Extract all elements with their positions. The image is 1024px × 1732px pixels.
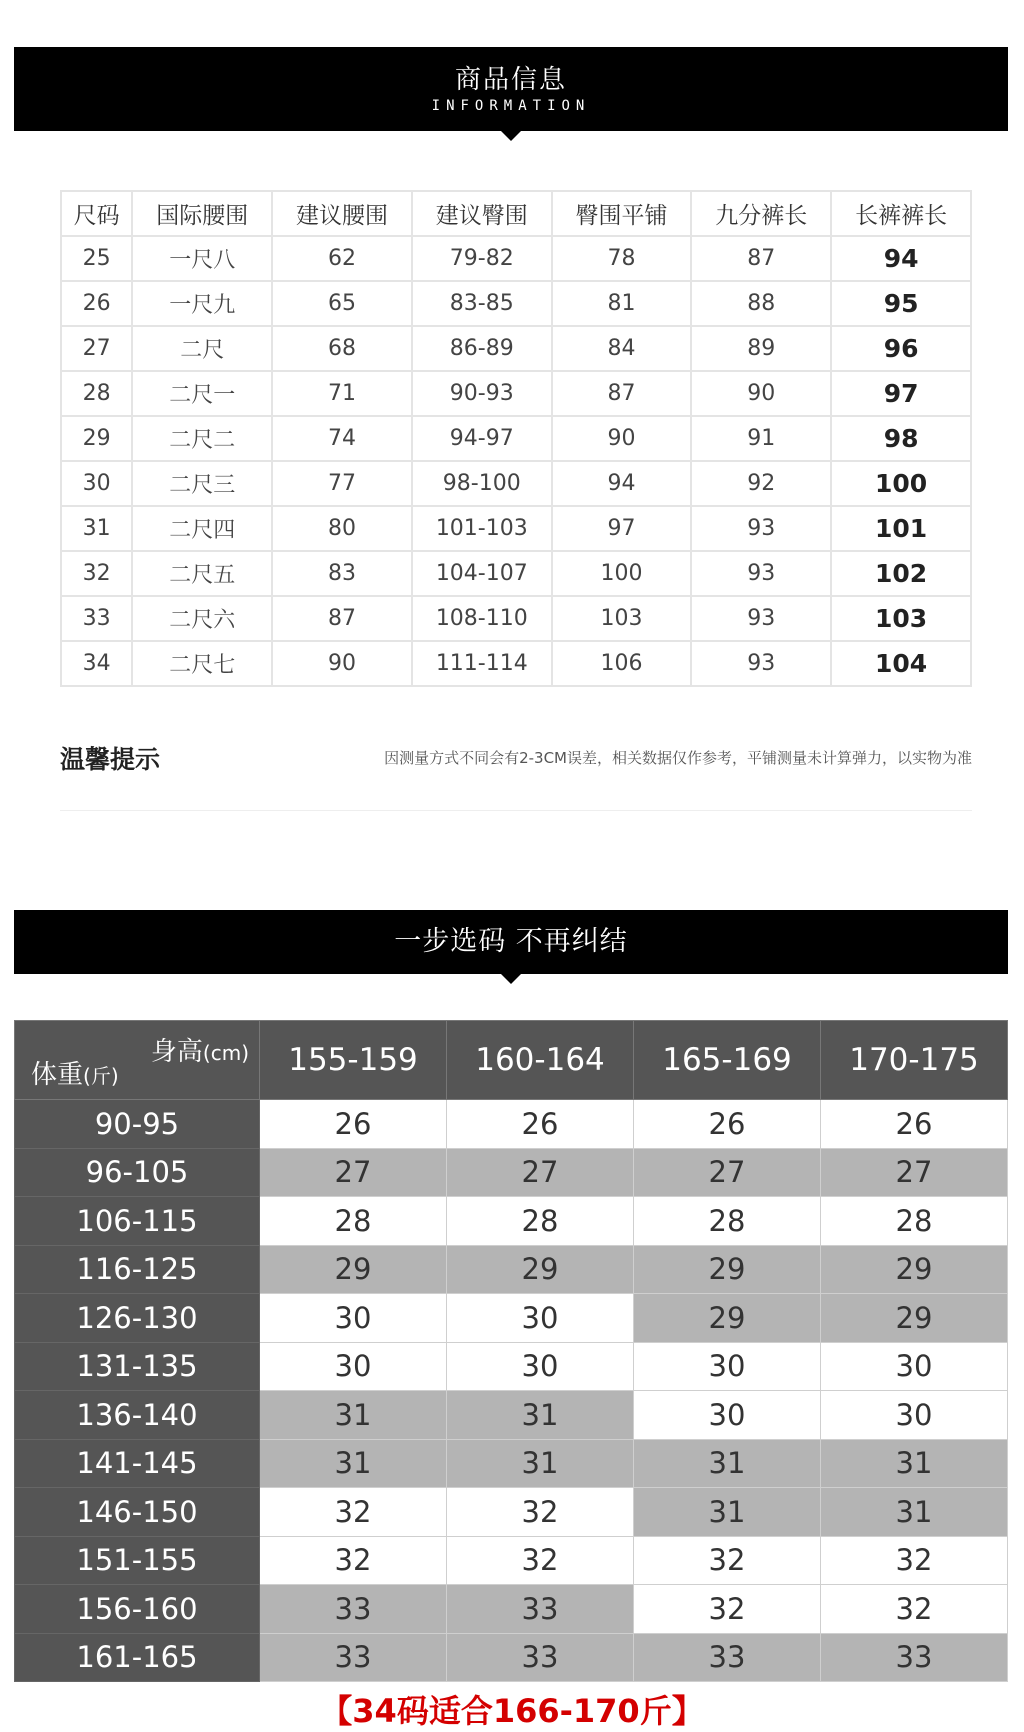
recommended-size-cell: 32 bbox=[447, 1488, 634, 1537]
size-cell: 93 bbox=[691, 506, 831, 551]
recommended-size-cell: 28 bbox=[447, 1197, 634, 1246]
size-cell: 34 bbox=[61, 641, 132, 686]
recommended-size-cell: 29 bbox=[260, 1245, 447, 1294]
size-cell: 83-85 bbox=[412, 281, 552, 326]
size-cell: 87 bbox=[552, 371, 692, 416]
recommended-size-cell: 32 bbox=[447, 1536, 634, 1585]
weight-range-label: 126-130 bbox=[15, 1294, 260, 1343]
recommended-size-cell: 31 bbox=[821, 1439, 1008, 1488]
size-col-header: 国际腰围 bbox=[132, 191, 272, 236]
table-row bbox=[15, 1245, 1008, 1294]
size-cell: 二尺四 bbox=[132, 506, 272, 551]
size-cell: 93 bbox=[691, 551, 831, 596]
table-row bbox=[61, 641, 971, 686]
footer-note: 【34码适合166-170斤】 bbox=[320, 1692, 704, 1730]
recommended-size-cell: 31 bbox=[447, 1439, 634, 1488]
size-cell: 二尺六 bbox=[132, 596, 272, 641]
size-cell: 二尺一 bbox=[132, 371, 272, 416]
weight-range-label: 156-160 bbox=[15, 1585, 260, 1634]
recommended-size-cell: 26 bbox=[821, 1100, 1008, 1149]
recommended-size-cell: 30 bbox=[447, 1294, 634, 1343]
size-cell: 二尺七 bbox=[132, 641, 272, 686]
size-cell: 25 bbox=[61, 236, 132, 281]
size-cell: 102 bbox=[831, 551, 971, 596]
size-cell: 108-110 bbox=[412, 596, 552, 641]
size-cell: 92 bbox=[691, 461, 831, 506]
size-cell: 101 bbox=[831, 506, 971, 551]
tip-label: 温馨提示 bbox=[60, 745, 161, 774]
weight-axis-label: 体重(斤) bbox=[31, 1060, 119, 1090]
table-row bbox=[15, 1633, 1008, 1682]
recommended-size-cell: 31 bbox=[260, 1439, 447, 1488]
size-cell: 93 bbox=[691, 596, 831, 641]
recommended-size-cell: 29 bbox=[447, 1245, 634, 1294]
table-row bbox=[15, 1100, 1008, 1149]
height-range-header: 155-159 bbox=[260, 1021, 447, 1100]
size-cell: 一尺八 bbox=[132, 236, 272, 281]
size-cell: 29 bbox=[61, 416, 132, 461]
recommended-size-cell: 27 bbox=[447, 1148, 634, 1197]
recommended-size-cell: 26 bbox=[634, 1100, 821, 1149]
recommended-size-cell: 31 bbox=[634, 1488, 821, 1537]
recommended-size-cell: 32 bbox=[821, 1585, 1008, 1634]
height-range-header: 170-175 bbox=[821, 1021, 1008, 1100]
size-cell: 62 bbox=[272, 236, 412, 281]
recommended-size-cell: 28 bbox=[821, 1197, 1008, 1246]
recommended-size-cell: 32 bbox=[634, 1536, 821, 1585]
recommended-size-cell: 28 bbox=[260, 1197, 447, 1246]
size-table bbox=[60, 190, 972, 687]
size-cell: 104-107 bbox=[412, 551, 552, 596]
size-cell: 101-103 bbox=[412, 506, 552, 551]
size-cell: 77 bbox=[272, 461, 412, 506]
recommended-size-cell: 30 bbox=[821, 1391, 1008, 1440]
info-banner-subtitle: INFORMATION bbox=[431, 98, 591, 114]
size-cell: 94 bbox=[552, 461, 692, 506]
recommended-size-cell: 33 bbox=[821, 1633, 1008, 1682]
recommended-size-cell: 32 bbox=[260, 1488, 447, 1537]
size-cell: 90 bbox=[272, 641, 412, 686]
table-row bbox=[15, 1439, 1008, 1488]
recommended-size-cell: 29 bbox=[821, 1294, 1008, 1343]
size-cell: 94 bbox=[831, 236, 971, 281]
table-row bbox=[61, 236, 971, 281]
size-cell: 84 bbox=[552, 326, 692, 371]
recommended-size-cell: 33 bbox=[447, 1633, 634, 1682]
size-col-header: 建议腰围 bbox=[272, 191, 412, 236]
recommended-size-cell: 29 bbox=[821, 1245, 1008, 1294]
size-cell: 90 bbox=[691, 371, 831, 416]
info-banner-title: 商品信息 bbox=[454, 65, 567, 95]
recommended-size-cell: 33 bbox=[260, 1633, 447, 1682]
table-row bbox=[15, 1294, 1008, 1343]
size-cell: 80 bbox=[272, 506, 412, 551]
size-cell: 27 bbox=[61, 326, 132, 371]
table-row bbox=[15, 1536, 1008, 1585]
table-row bbox=[61, 551, 971, 596]
table-row bbox=[15, 1342, 1008, 1391]
size-cell: 111-114 bbox=[412, 641, 552, 686]
table-row bbox=[15, 1148, 1008, 1197]
size-cell: 103 bbox=[831, 596, 971, 641]
recommended-size-cell: 32 bbox=[634, 1585, 821, 1634]
fit-table-header-row bbox=[15, 1021, 1008, 1100]
fit-table bbox=[14, 1020, 1008, 1682]
banner-arrow-icon bbox=[501, 131, 521, 141]
table-row bbox=[61, 326, 971, 371]
recommended-size-cell: 33 bbox=[260, 1585, 447, 1634]
recommended-size-cell: 27 bbox=[634, 1148, 821, 1197]
fit-banner-title: 一步选码 不再纠结 bbox=[394, 926, 628, 957]
recommended-size-cell: 31 bbox=[260, 1391, 447, 1440]
size-cell: 74 bbox=[272, 416, 412, 461]
size-cell: 78 bbox=[552, 236, 692, 281]
size-col-header: 长裤裤长 bbox=[831, 191, 971, 236]
size-cell: 104 bbox=[831, 641, 971, 686]
weight-range-label: 106-115 bbox=[15, 1197, 260, 1246]
weight-range-label: 151-155 bbox=[15, 1536, 260, 1585]
size-cell: 二尺二 bbox=[132, 416, 272, 461]
size-cell: 26 bbox=[61, 281, 132, 326]
size-cell: 91 bbox=[691, 416, 831, 461]
size-cell: 93 bbox=[691, 641, 831, 686]
size-col-header: 九分裤长 bbox=[691, 191, 831, 236]
size-cell: 71 bbox=[272, 371, 412, 416]
size-cell: 98-100 bbox=[412, 461, 552, 506]
height-range-header: 160-164 bbox=[447, 1021, 634, 1100]
recommended-size-cell: 26 bbox=[447, 1100, 634, 1149]
table-row bbox=[15, 1391, 1008, 1440]
size-cell: 106 bbox=[552, 641, 692, 686]
recommended-size-cell: 32 bbox=[260, 1536, 447, 1585]
size-cell: 97 bbox=[552, 506, 692, 551]
size-cell: 二尺五 bbox=[132, 551, 272, 596]
size-cell: 96 bbox=[831, 326, 971, 371]
height-range-header: 165-169 bbox=[634, 1021, 821, 1100]
size-cell: 68 bbox=[272, 326, 412, 371]
banner-arrow-icon bbox=[501, 974, 521, 984]
table-row bbox=[15, 1197, 1008, 1246]
size-col-header: 建议臀围 bbox=[412, 191, 552, 236]
info-banner bbox=[14, 47, 1008, 131]
weight-range-label: 161-165 bbox=[15, 1633, 260, 1682]
recommended-size-cell: 27 bbox=[260, 1148, 447, 1197]
size-cell: 30 bbox=[61, 461, 132, 506]
recommended-size-cell: 28 bbox=[634, 1197, 821, 1246]
size-cell: 一尺九 bbox=[132, 281, 272, 326]
recommended-size-cell: 30 bbox=[634, 1391, 821, 1440]
size-cell: 95 bbox=[831, 281, 971, 326]
weight-range-label: 131-135 bbox=[15, 1342, 260, 1391]
size-cell: 86-89 bbox=[412, 326, 552, 371]
size-cell: 87 bbox=[691, 236, 831, 281]
recommended-size-cell: 31 bbox=[821, 1488, 1008, 1537]
weight-range-label: 96-105 bbox=[15, 1148, 260, 1197]
recommended-size-cell: 26 bbox=[260, 1100, 447, 1149]
table-row bbox=[15, 1488, 1008, 1537]
size-cell: 94-97 bbox=[412, 416, 552, 461]
size-col-header: 臀围平铺 bbox=[552, 191, 692, 236]
size-cell: 100 bbox=[831, 461, 971, 506]
size-cell: 90 bbox=[552, 416, 692, 461]
size-cell: 88 bbox=[691, 281, 831, 326]
weight-range-label: 141-145 bbox=[15, 1439, 260, 1488]
table-row bbox=[61, 416, 971, 461]
size-cell: 97 bbox=[831, 371, 971, 416]
weight-range-label: 146-150 bbox=[15, 1488, 260, 1537]
size-cell: 98 bbox=[831, 416, 971, 461]
size-cell: 二尺三 bbox=[132, 461, 272, 506]
table-row bbox=[61, 596, 971, 641]
recommended-size-cell: 33 bbox=[634, 1633, 821, 1682]
size-cell: 83 bbox=[272, 551, 412, 596]
fit-table-corner bbox=[15, 1021, 260, 1100]
size-cell: 100 bbox=[552, 551, 692, 596]
size-cell: 89 bbox=[691, 326, 831, 371]
table-row bbox=[61, 461, 971, 506]
fit-banner bbox=[14, 910, 1008, 974]
recommended-size-cell: 30 bbox=[447, 1342, 634, 1391]
recommended-size-cell: 30 bbox=[260, 1342, 447, 1391]
table-row bbox=[61, 371, 971, 416]
table-row bbox=[61, 506, 971, 551]
size-cell: 87 bbox=[272, 596, 412, 641]
weight-range-label: 90-95 bbox=[15, 1100, 260, 1149]
weight-range-label: 136-140 bbox=[15, 1391, 260, 1440]
height-axis-label: 身高(cm) bbox=[150, 1037, 249, 1067]
recommended-size-cell: 33 bbox=[447, 1585, 634, 1634]
size-cell: 28 bbox=[61, 371, 132, 416]
size-cell: 65 bbox=[272, 281, 412, 326]
recommended-size-cell: 27 bbox=[821, 1148, 1008, 1197]
size-cell: 81 bbox=[552, 281, 692, 326]
size-cell: 103 bbox=[552, 596, 692, 641]
recommended-size-cell: 32 bbox=[821, 1536, 1008, 1585]
recommended-size-cell: 31 bbox=[447, 1391, 634, 1440]
size-cell: 二尺 bbox=[132, 326, 272, 371]
size-cell: 90-93 bbox=[412, 371, 552, 416]
size-cell: 31 bbox=[61, 506, 132, 551]
table-row bbox=[15, 1585, 1008, 1634]
recommended-size-cell: 30 bbox=[260, 1294, 447, 1343]
size-cell: 32 bbox=[61, 551, 132, 596]
size-table-header-row bbox=[61, 191, 971, 236]
recommended-size-cell: 29 bbox=[634, 1294, 821, 1343]
recommended-size-cell: 29 bbox=[634, 1245, 821, 1294]
size-cell: 79-82 bbox=[412, 236, 552, 281]
table-row bbox=[61, 281, 971, 326]
recommended-size-cell: 31 bbox=[634, 1439, 821, 1488]
size-col-header: 尺码 bbox=[61, 191, 132, 236]
size-cell: 33 bbox=[61, 596, 132, 641]
recommended-size-cell: 30 bbox=[821, 1342, 1008, 1391]
weight-range-label: 116-125 bbox=[15, 1245, 260, 1294]
recommended-size-cell: 30 bbox=[634, 1342, 821, 1391]
tip-text: 因测量方式不同会有2-3CM误差，相关数据仅作参考，平铺测量未计算弹力，以实物为准 bbox=[384, 749, 972, 767]
tip-section bbox=[60, 740, 972, 811]
